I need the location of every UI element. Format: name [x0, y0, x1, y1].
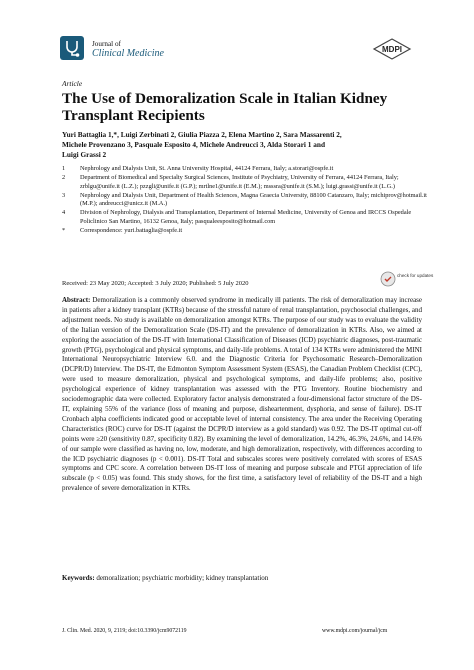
journal-line-1: Journal of: [92, 40, 121, 48]
affiliation-item: [62, 227, 432, 235]
keywords-label: Keywords:: [62, 574, 95, 582]
affiliation-text: Division of Nephrology, Dialysis and Transplantation, Department of Internal Medicine, University of Genoa and IRCCS Ospedale Policlinico San Martino, 16132 Genoa, Italy; pasqualeesposito@hotmail.com: [80, 209, 412, 225]
affiliation-item: [62, 209, 432, 226]
check-for-updates-badge[interactable]: [380, 268, 434, 290]
affiliation-text: Nephrology and Dialysis Unit, St. Anna University Hospital, 44124 Ferrara, Italy; a.storari@ospfe.it: [80, 165, 334, 172]
journal-name: [92, 40, 164, 58]
article-type: Article: [62, 79, 83, 88]
affiliation-text: Nephrology and Dialysis Unit, Department of Health Sciences, Magna Graecia University, 88100 Catanzaro, Italy; michiprov@hotmail.it (M.P.); andreucci@unicz.it (M.A.): [80, 191, 427, 208]
abstract-text: Demoralization is a commonly observed syndrome in medically ill patients. The risk of demoralization may increase in patients after a kidney transplant (KTRs) because of the stressful nature of renal transplantation, psychosocial challenges, and adjustment needs. No study is available on demoralization amongst KTRs. The purpose of our study was to evaluate the validity of the Italian version of the Demoralization Scale (DS-IT) and the prevalence of demoralization in KTRs. Also, we aimed at exploring the association of the DS-IT with International Classification of Diseases (ICD) psychiatric diagnoses, post-traumatic growth (PTG), psychological and physical symptoms, and daily-life problems. A total of 134 KTRs were administered the MINI International Neuropsychiatric Interview 6.0. and the Diagnostic Criteria for Psychosomatic Research–Demoralization (DCPR/D) Interview. The DS-IT, the Edmonton Symptom Assessment System (ESAS), the Canadian Problem Checklist (CPC), were used to measure demoralization, physical and psychological symptoms, and daily-life problems; also, positive psychological experience of kidney transplantation was assessed with the PTG Inventory. Routine biochemistry and sociodemographic data were collected. Exploratory factor analysis demonstrated a four-dimensional factor structure of the DS-IT, explaining 55% of the variance (loss of meaning and purpose, disheartenment, dysphoria, and sense of failure). DS-IT Cronbach alpha coefficients indicated good or acceptable level of internal consistency. The area under the Receiving Operating Characteristics (ROC) curve for DS-IT (against the DCPR/D interview as a gold standard) was 0.92. The DS-IT optimal cut-off points were ≥20 (sensitivity 0.87, specificity 0.82). By examining the level of demoralization, 14.2%, 46.3%, 24.6%, and 14.6% of our sample were classified as having no, low, moderate, and high demoralization, respectively, with differences according to the ICD psychiatric diagnoses (p < 0.001). DS-IT Total and subscales scores were positively correlated with scores of ESAS symptoms and CPC score. A correlation between DS-IT loss of meaning and purpose subscale and PTGI appreciation of life subscale (p < 0.05) was found. This study shows, for the first time, a satisfactory level of reliability of the DS-IT and a high prevalence of severe demoralization in KTRs.: [62, 296, 423, 493]
affiliations: [62, 165, 432, 236]
authors-line-3: Luigi Grassi 2: [62, 150, 107, 159]
affiliation-item: [62, 165, 432, 173]
keywords-text: demoralization; psychiatric morbidity; kidney transplantation: [96, 574, 269, 582]
check-updates-text: check for updates: [397, 273, 434, 278]
abstract-label: Abstract:: [62, 296, 91, 304]
mdpi-logo: [372, 38, 412, 60]
received-dates: Received: 23 May 2020; Accepted: 3 July 2020; Published: 5 July 2020: [62, 280, 249, 287]
journal-url[interactable]: www.mdpi.com/journal/jcm: [322, 628, 388, 634]
correspondence-text: Correspondence: yuri.battaglia@ospfe.it: [80, 227, 183, 235]
affiliation-number: *: [62, 227, 66, 235]
authors-line-1: Yuri Battaglia 1,*, Luigi Zerbinati 2, Giulia Piazza 2, Elena Martino 2, Sara Massarenti 2,: [62, 130, 342, 139]
keywords: [62, 574, 422, 582]
author-list: [62, 130, 422, 160]
authors-line-2: Michele Provenzano 3, Pasquale Esposito 4, Michele Andreucci 3, Alda Storari 1 and: [62, 140, 326, 149]
affiliation-item: [62, 174, 432, 191]
stethoscope-icon: [60, 36, 84, 60]
affiliation-number: 2: [62, 174, 66, 182]
affiliation-text: Department of Biomedical and Specialty Surgical Sciences, Institute of Psychiatry, University of Ferrara, 44124 Ferrara, Italy; zrblgu@unife.it (L.Z.); pzzgli@unife.it (G.P.); mrtlne1@unife.it (E.M.); msssra@unife.it (S.M.); luigi.grassi@unife.it (L.G.): [80, 174, 399, 190]
affiliation-number: 4: [62, 209, 66, 217]
affiliation-item: [62, 192, 432, 209]
journal-line-2: Clinical Medicine: [92, 48, 164, 59]
article-title: The Use of Demoralization Scale in Italian Kidney Transplant Recipients: [62, 90, 388, 124]
mdpi-logo-text: MDPI: [382, 45, 402, 54]
citation-footer: J. Clin. Med. 2020, 9, 2119; doi:10.3390/jcm9072119: [62, 628, 187, 634]
affiliation-number: 3: [62, 191, 66, 199]
abstract: [62, 296, 422, 494]
affiliation-number: 1: [62, 165, 66, 172]
